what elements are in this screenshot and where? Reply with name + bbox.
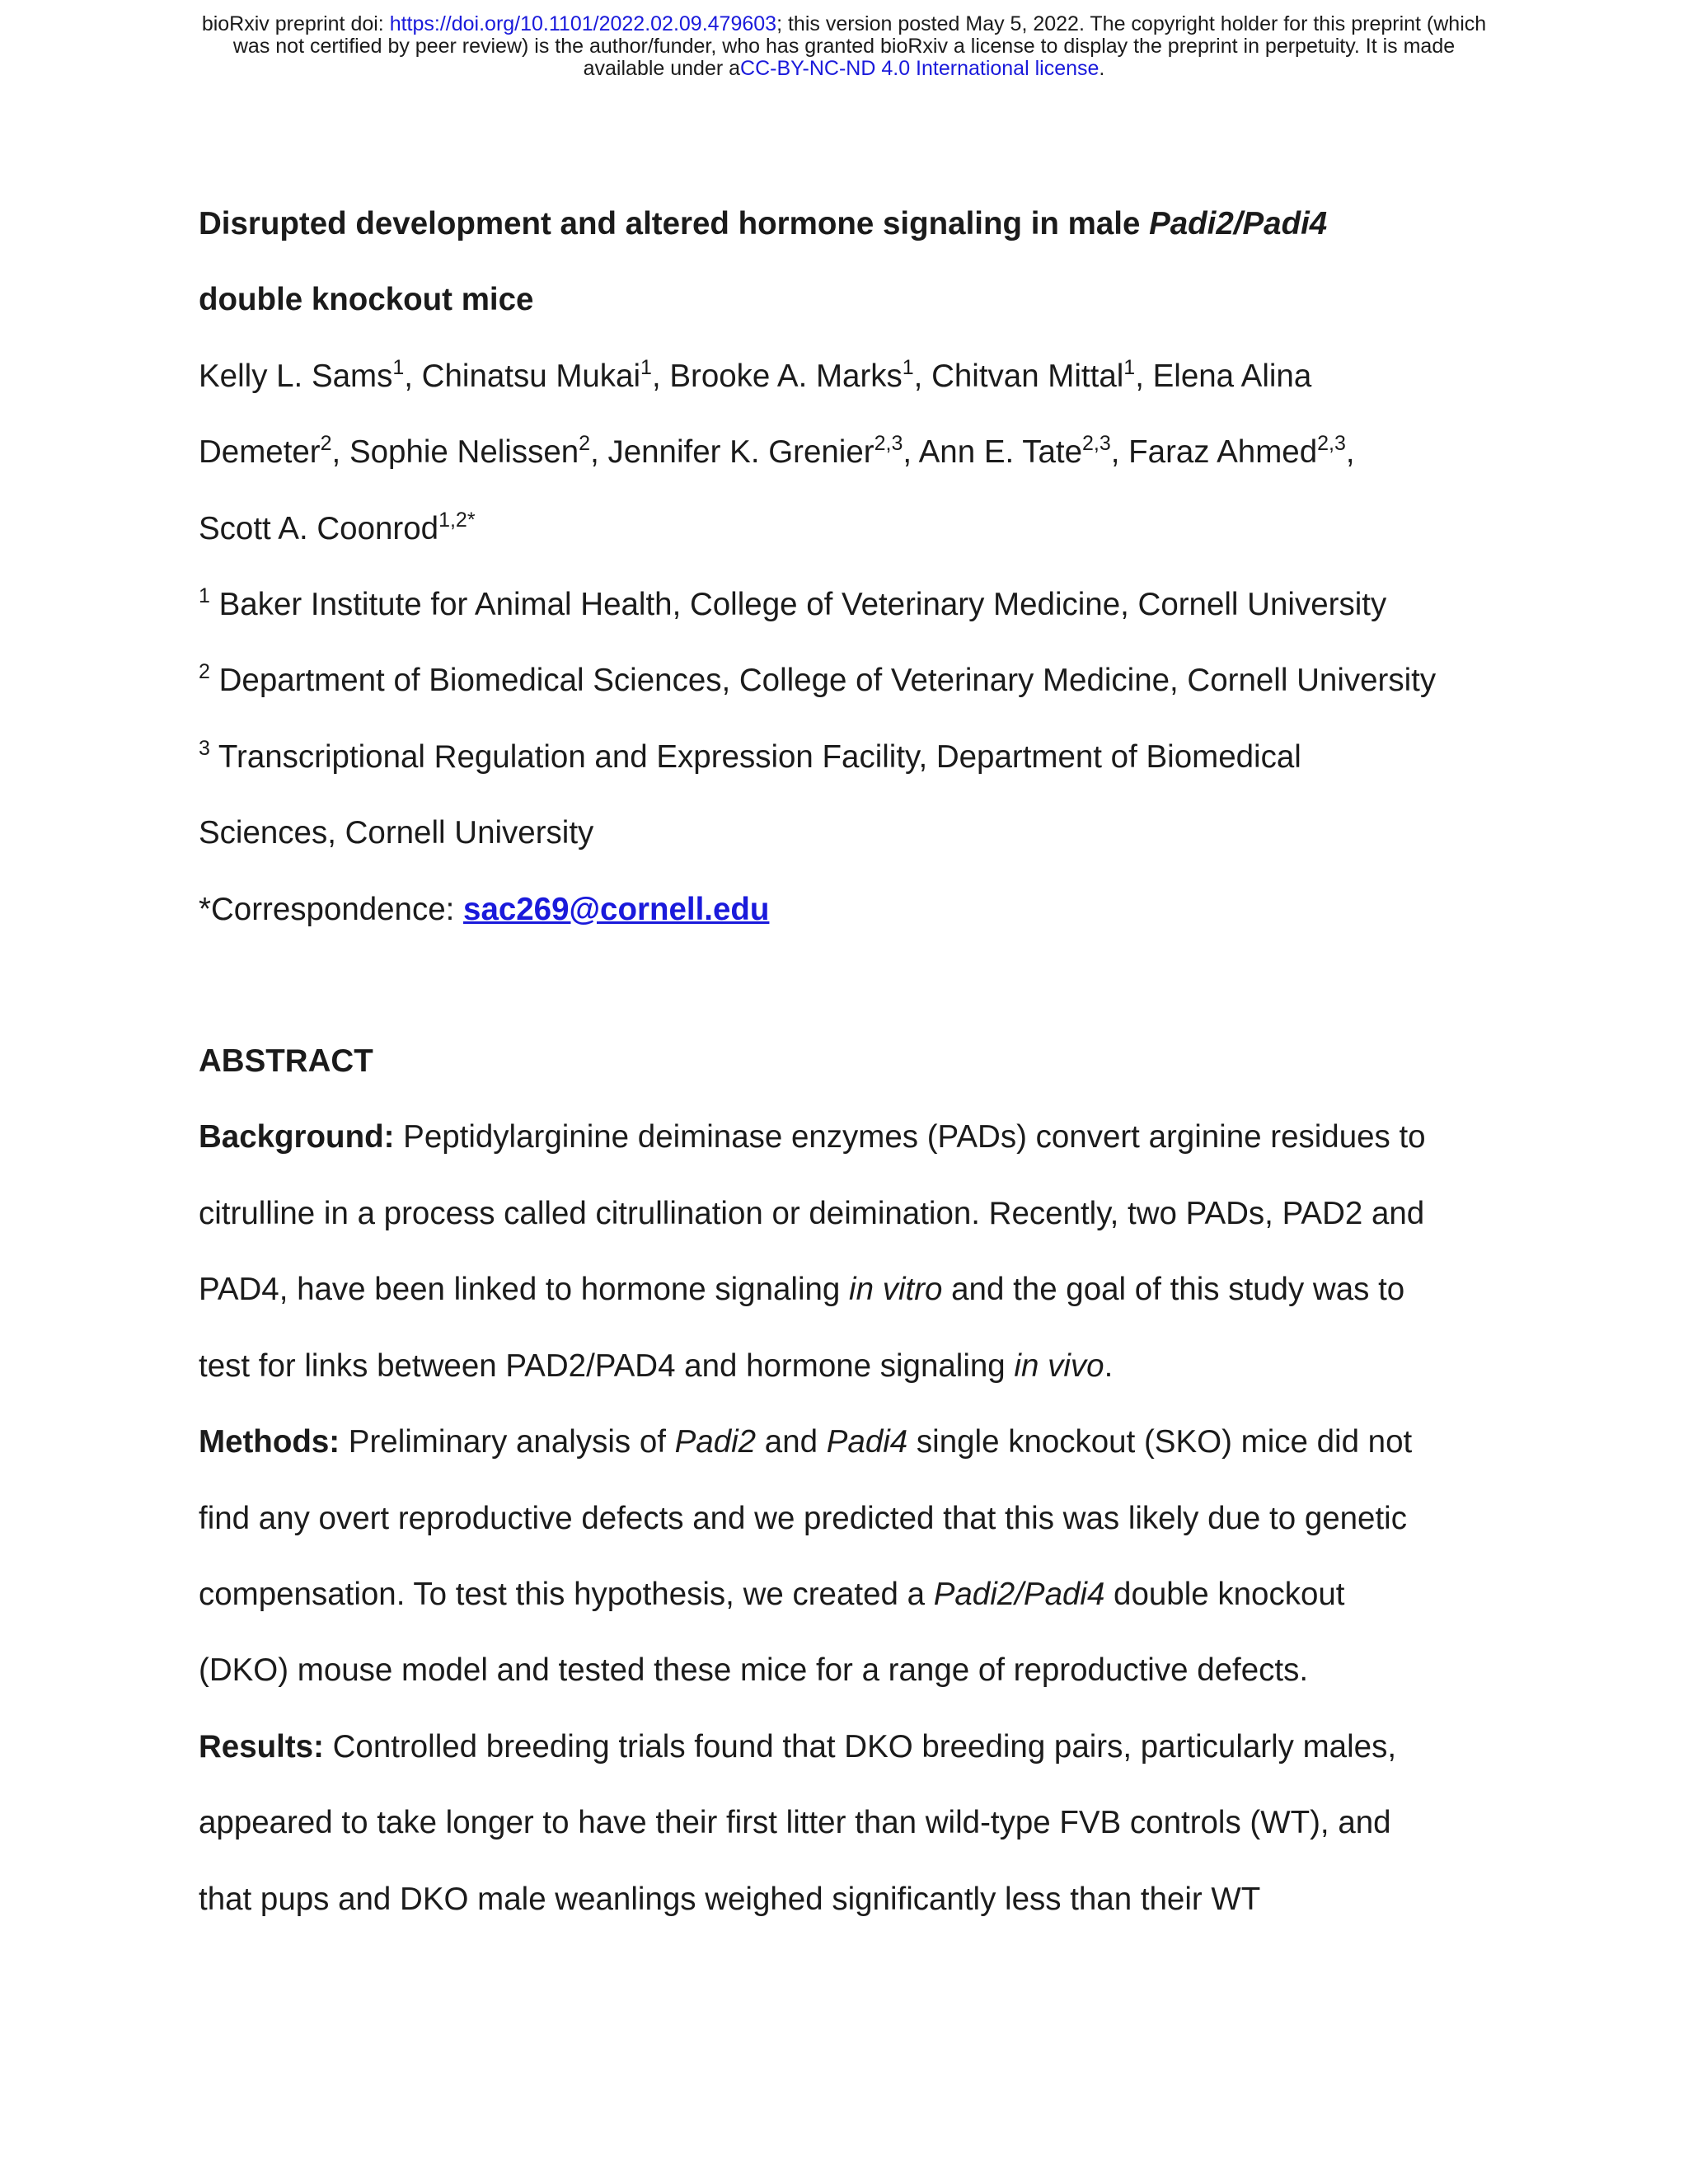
methods-line-4: (DKO) mouse model and tested these mice for a range of reproductive defects. <box>199 1652 1309 1689</box>
license-link[interactable]: CC-BY-NC-ND 4.0 International license <box>740 57 1100 80</box>
spacer <box>199 948 1550 1024</box>
authors-line-3: Scott A. Coonrod$^{1,2*}$ <box>199 508 476 546</box>
background-line-4: test for links between PAD2/PAD4 and hormone signaling in vivo. <box>199 1347 1114 1384</box>
background-line-1: Background: Peptidylarginine deiminase enzymes (PADs) convert arginine residues to <box>199 1119 1426 1155</box>
authors-line-2: Demeter$^2$, Sophie Nelissen$^2$, Jennifer K. Grenier$^{2,3}$, Ann E. Tate$^{2,3}$, Faraz Ahmed$^{2,3}$, <box>199 432 1355 471</box>
background-line-3: PAD4, have been linked to hormone signaling in vitro and the goal of this study was to <box>199 1272 1405 1308</box>
banner-line-2: was not certified by peer review) is the author/funder, who has granted bioRxiv a license to display the preprint in perpetuity. It is made <box>232 35 1456 58</box>
affiliation-3-cont: Sciences, Cornell University <box>199 815 594 851</box>
correspondence: *Correspondence: sac269@cornell.edu <box>199 891 770 927</box>
preprint-banner <box>0 13 1688 80</box>
paper-body <box>199 186 1550 1938</box>
doi-link[interactable]: https://doi.org/10.1101/2022.02.09.479603 <box>389 12 777 35</box>
affiliation-2: $^2$ Department of Biomedical Sciences, College of Veterinary Medicine, Cornell University <box>199 660 1437 699</box>
methods-line-1: Methods: Preliminary analysis of Padi2 and Padi4 single knockout (SKO) mice did not <box>199 1424 1413 1460</box>
banner-line-1: bioRxiv preprint doi: https://doi.org/10.1101/2022.02.09.479603; this version posted May 5, 2022. The copyright holder for this preprint (which <box>201 12 1487 35</box>
affiliation-1: $^1$ Baker Institute for Animal Health, College of Veterinary Medicine, Cornell University <box>199 584 1387 623</box>
results-line-2: appeared to take longer to have their first litter than wild-type FVB controls (WT), and <box>199 1805 1391 1841</box>
email-link[interactable]: sac269@cornell.edu <box>463 891 770 927</box>
background-line-2: citrulline in a process called citrullination or deimination. Recently, two PADs, PAD2 and <box>199 1195 1425 1231</box>
title-line-2: double knockout mice <box>199 282 534 318</box>
title-line-1: Disrupted development and altered hormone signaling in male Padi2/Padi4 <box>199 206 1328 241</box>
results-line-3: that pups and DKO male weanlings weighed significantly less than their WT <box>199 1881 1261 1917</box>
methods-line-2: find any overt reproductive defects and we predicted that this was likely due to genetic <box>199 1500 1407 1536</box>
methods-line-3: compensation. To test this hypothesis, we created a Padi2/Padi4 double knockout <box>199 1576 1345 1612</box>
results-line-1: Results: Controlled breeding trials found that DKO breeding pairs, particularly males, <box>199 1728 1397 1765</box>
banner-line-3: available under aCC-BY-NC-ND 4.0 International license. <box>583 57 1105 80</box>
abstract-heading: ABSTRACT <box>199 1043 373 1080</box>
authors-line-1: Kelly L. Sams$^1$, Chinatsu Mukai$^1$, Brooke A. Marks$^1$, Chitvan Mittal$^1$, Elena Alina <box>199 355 1312 394</box>
affiliation-3: $^3$ Transcriptional Regulation and Expression Facility, Department of Biomedical <box>199 736 1301 775</box>
